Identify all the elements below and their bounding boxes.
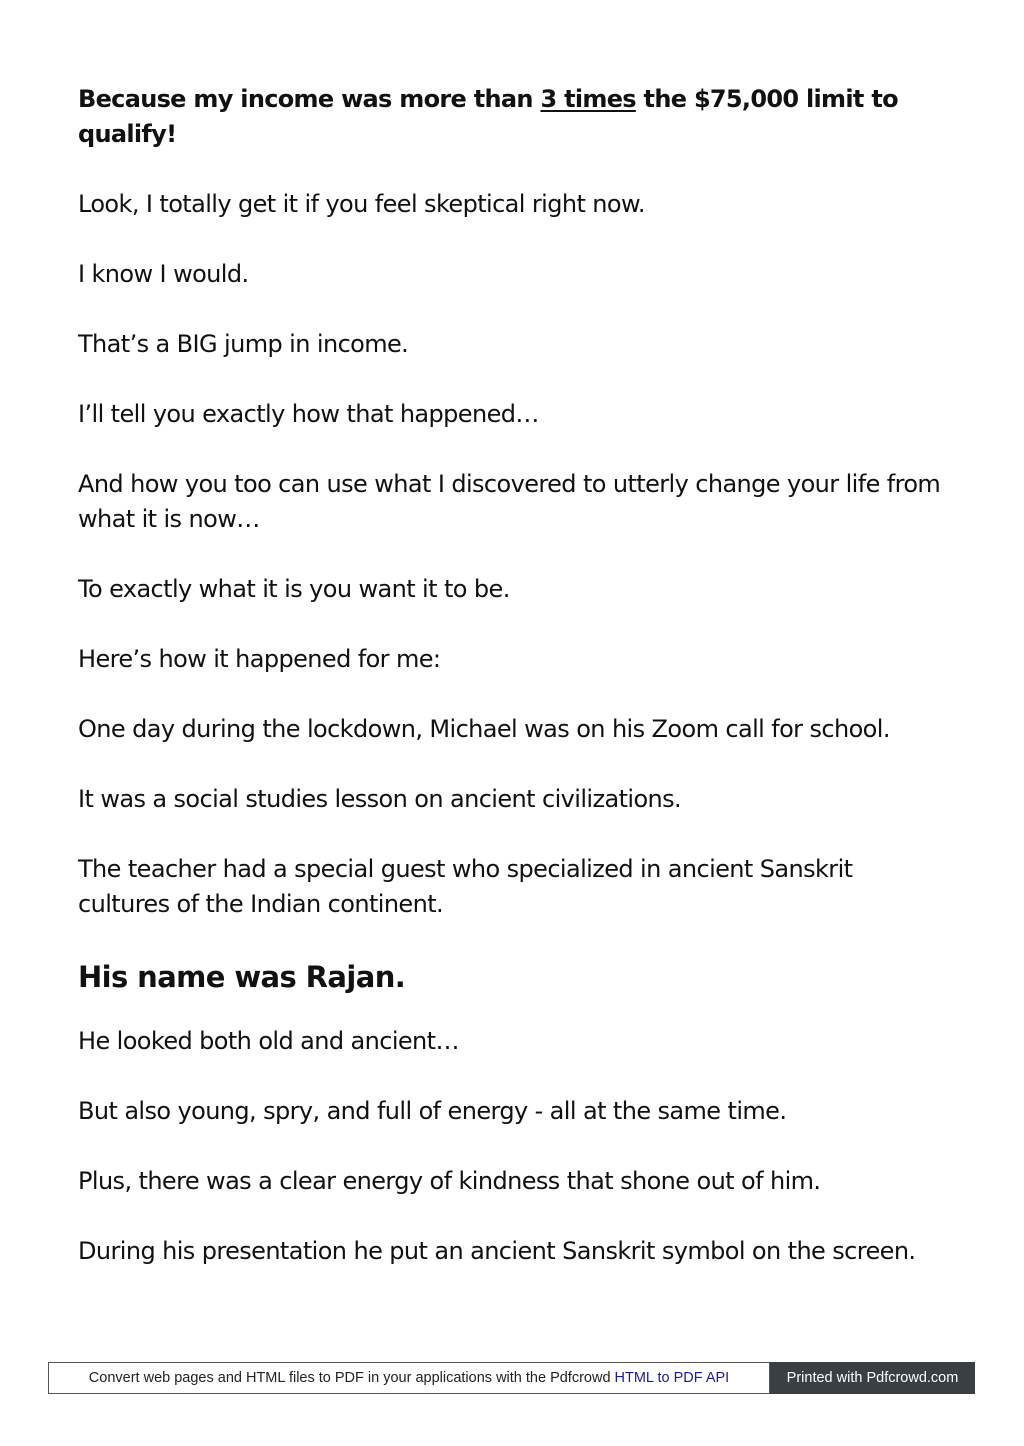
paragraph: To exactly what it is you want it to be.: [78, 575, 510, 603]
paragraph: During his presentation he put an ancient Sanskrit symbol on the screen.: [78, 1237, 916, 1265]
footer-message-box: [48, 1362, 770, 1394]
lead-paragraph: [78, 82, 948, 152]
paragraph: It was a social studies lesson on ancient civilizations.: [78, 785, 682, 813]
paragraph: That’s a BIG jump in income.: [78, 330, 409, 358]
lead-text-before: Because my income was more than: [78, 85, 541, 113]
pdfcrowd-footer: [48, 1362, 975, 1394]
section-heading: His name was Rajan.: [78, 960, 406, 994]
article-body: [78, 82, 948, 1304]
paragraph: Here’s how it happened for me:: [78, 645, 441, 673]
paragraph: And how you too can use what I discovered to utterly change your life from what it is now…: [78, 470, 941, 533]
paragraph: Look, I totally get it if you feel skeptical right now.: [78, 190, 645, 218]
paragraph: But also young, spry, and full of energy - all at the same time.: [78, 1097, 787, 1125]
footer-message: Convert web pages and HTML files to PDF in your applications with the Pdfcrowd: [88, 1370, 611, 1386]
printed-with-pdfcrowd-link[interactable]: Printed with Pdfcrowd.com: [770, 1362, 975, 1394]
paragraph: He looked both old and ancient…: [78, 1027, 459, 1055]
paragraph: One day during the lockdown, Michael was on his Zoom call for school.: [78, 715, 890, 743]
lead-text-after: the $75,000 limit to qualify!: [78, 85, 898, 148]
paragraph: I’ll tell you exactly how that happened…: [78, 400, 539, 428]
paragraph: The teacher had a special guest who specialized in ancient Sanskrit cultures of the Indian continent.: [78, 855, 853, 918]
lead-emphasis: 3 times: [540, 85, 636, 113]
paragraph: I know I would.: [78, 260, 249, 288]
html-to-pdf-api-link[interactable]: HTML to PDF API: [614, 1370, 730, 1386]
paragraph: Plus, there was a clear energy of kindness that shone out of him.: [78, 1167, 821, 1195]
